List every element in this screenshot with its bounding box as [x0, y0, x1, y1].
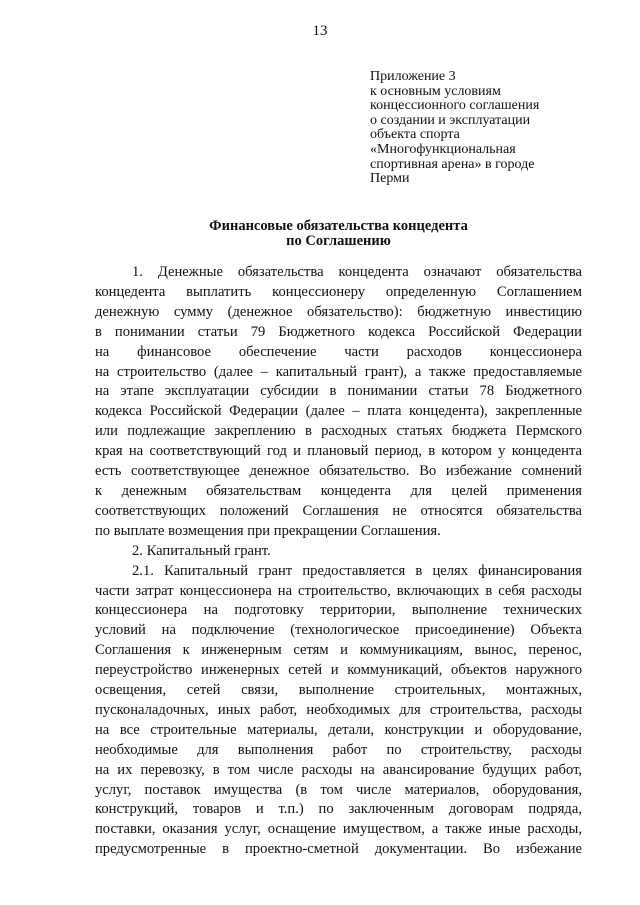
paragraph-1-line: кодекса Российской Федерации (далее – плата концедента), закрепленные	[95, 403, 582, 420]
paragraph-1-line: по выплате возмещения при прекращении Соглашения.	[95, 522, 441, 539]
paragraph-2-1-line: необходимые для выполнения работ по строительству, расходы	[95, 741, 582, 758]
paragraph-2-1-line: конструкций, товаров и т.п.) по заключенным договорам подряда,	[95, 801, 582, 818]
paragraph-2-1-line: поставки, оказания услуг, оснащение имуществом, а также иные расходы,	[95, 821, 582, 838]
paragraph-1-line: в понимании статьи 79 Бюджетного кодекса Российской Федерации	[95, 323, 582, 340]
paragraph-1-line: на строительство (далее – капитальный грант), а также предоставляемые	[95, 363, 582, 380]
paragraph-2-1-line: 2.1. Капитальный грант предоставляется в целях финансирования	[132, 562, 582, 579]
paragraph-1-line: или подлежащие закреплению в расходных статьях бюджета Пермского	[95, 423, 582, 440]
appendix-line: спортивная арена» в городе	[370, 156, 535, 172]
paragraph-1-line: на этапе эксплуатации субсидии в понимании статьи 78 Бюджетного	[95, 383, 582, 400]
title-line: Финансовые обязательства концедента	[209, 218, 468, 234]
paragraph-1-line: соответствующих положений Соглашения не относятся обязательства	[95, 502, 582, 519]
paragraph-2-1-line: услуг, поставок имущества (в том числе материалов, оборудования,	[95, 781, 582, 798]
paragraph-2-1-line: концессионера на подготовку территории, выполнение технических	[95, 602, 582, 619]
appendix-line: о создании и эксплуатации	[370, 112, 531, 128]
paragraph-2-1-line: освещения, сетей связи, выполнение строительных, монтажных,	[95, 682, 582, 699]
paragraph-1-line: 1. Денежные обязательства концедента означают обязательства	[132, 264, 582, 280]
paragraph-2-1-line: условий на подключение (технологическое присоединение) Объекта	[95, 622, 582, 639]
paragraph-1-line: концедента выплатить концессионеру определенную Соглашением	[95, 283, 582, 300]
paragraph-2-1-line: Соглашения к инженерным сетям и коммуникациям, вынос, перенос,	[95, 642, 582, 659]
paragraph-2-1-line: переустройство инженерных сетей и коммуникаций, объектов наружного	[95, 662, 582, 679]
appendix-line: к основным условиям	[370, 83, 501, 99]
title-line: по Соглашению	[286, 233, 391, 249]
paragraph-2-1-line: на все строительные материалы, детали, конструкции и оборудование,	[95, 721, 582, 738]
paragraph-2-1-line: предусмотренные в проектно-сметной документации. Во избежание	[95, 841, 582, 858]
appendix-line: концессионного соглашения	[370, 98, 540, 114]
paragraph-1-line: к денежным обязательствам концедента для целей применения	[95, 482, 582, 499]
paragraph-2-1-line: на их перевозку, в том числе расходы на авансирование будущих работ,	[95, 761, 582, 778]
paragraph-1-line: на финансовое обеспечение части расходов концессионера	[95, 343, 582, 360]
appendix-line: Приложение 3	[370, 69, 456, 84]
paragraph-2-1-line: пусконаладочных, иных работ, необходимых для строительства, расходы	[95, 701, 582, 718]
page-number: 13	[312, 23, 328, 39]
appendix-line: «Многофункциональная	[370, 141, 516, 157]
paragraph-1-line: есть соответствующее денежное обязательство. Во избежание сомнений	[95, 463, 582, 480]
paragraph-2-1-line: части затрат концессионера на строительство, включающих в себя расходы	[95, 582, 582, 599]
section-2-heading: 2. Капитальный грант.	[132, 542, 271, 559]
document-title	[0, 219, 640, 249]
document-body	[95, 263, 582, 860]
paragraph-1-line: края на соответствующий год и плановый период, в котором у концедента	[95, 443, 582, 460]
appendix-line: Перми	[370, 171, 410, 187]
paragraph-1-line: денежную сумму (денежное обязательство): бюджетную инвестицию	[95, 303, 582, 320]
appendix-line: объекта спорта	[370, 127, 460, 143]
appendix-header	[370, 70, 585, 187]
